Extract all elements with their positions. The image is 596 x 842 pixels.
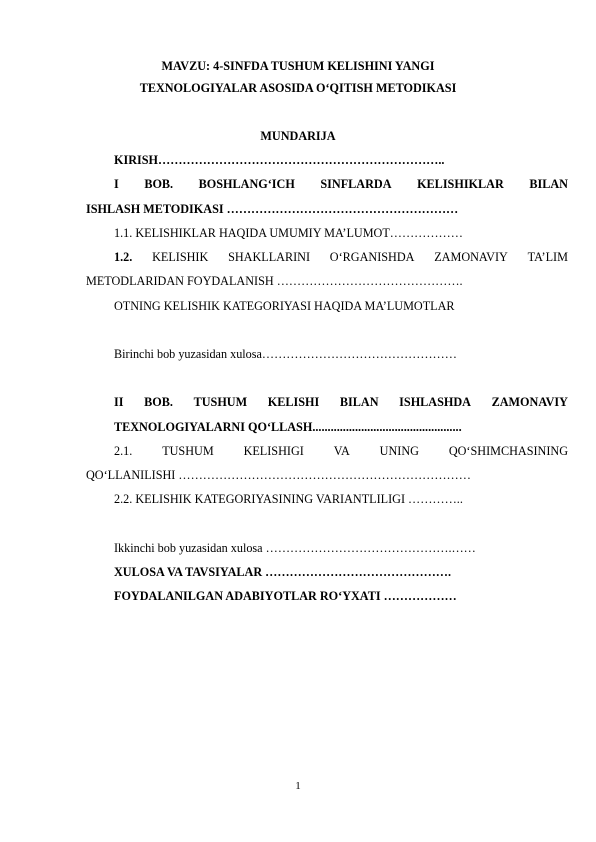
toc-word: ZAMONAVIY: [491, 395, 568, 409]
toc-word: QO‘SHIMCHASINING: [448, 444, 568, 458]
toc-word: UNING: [379, 444, 419, 458]
toc-word: KELISHIKLAR: [417, 177, 504, 191]
toc-bob2-line1: [114, 394, 568, 410]
toc-word: SHAKLLARINI: [228, 250, 310, 264]
toc-word: TA’LIM: [527, 250, 568, 264]
title-line-1: MAVZU: 4-SINFDA TUSHUM KELISHINI YANGI: [161, 59, 435, 73]
toc-word: O‘RGANISHDA: [329, 250, 415, 264]
toc-word: TUSHUM: [193, 395, 248, 409]
toc-word: BILAN: [339, 395, 379, 409]
toc-word: VA: [333, 444, 350, 458]
toc-word: SINFLARDA: [320, 177, 392, 191]
toc-item-1-2-line3: OTNING KELISHIK KATEGORIYASI HAQIDA MA’LUMOTLAR: [114, 299, 455, 313]
toc-word: BILAN: [529, 177, 568, 191]
toc-word: KELISHI: [267, 395, 320, 409]
toc-item-1-2-line2: METODLARIDAN FOYDALANISH ……………………………………….: [86, 274, 463, 288]
toc-word: TUSHUM: [162, 444, 214, 458]
toc-item-2-1-line1: [114, 443, 568, 459]
page-number: 1: [295, 780, 301, 792]
toc-bob1-line2: ISHLASH METODIKASI …………………………………………………: [86, 202, 459, 216]
toc-word: KELISHIGI: [243, 444, 304, 458]
toc-word: 1.2.: [114, 250, 133, 264]
toc-xulosa-1: Birinchi bob yuzasidan xulosa…………………………………………: [114, 347, 457, 361]
toc-item-1-1: 1.1. KELISHIKLAR HAQIDA UMUMIY MA’LUMOT………………: [114, 226, 463, 240]
toc-word: 2.1.: [114, 444, 133, 458]
toc-word: BOB.: [144, 395, 173, 409]
toc-word: BOB.: [144, 177, 174, 191]
toc-word: II: [114, 395, 124, 409]
toc-bob1-line1: [114, 176, 568, 192]
toc-heading: MUNDARIJA: [260, 129, 336, 143]
toc-adabiyotlar: FOYDALANILGAN ADABIYOTLAR RO‘YXATI ………………: [114, 589, 457, 603]
toc-item-1-2-line1: [114, 249, 568, 265]
toc-word: ISHLASHDA: [399, 395, 471, 409]
toc-kirish: KIRISH……………………………………………………………..: [114, 153, 445, 167]
toc-word: BOSHLANG‘ICH: [198, 177, 295, 191]
toc-bob2-line2: TEXNOLOGIYALARNI QO‘LLASH.................................................: [114, 420, 462, 434]
toc-word: I: [114, 177, 119, 191]
toc-word: KELISHIK: [152, 250, 209, 264]
title-line-2: TEXNOLOGIYALAR ASOSIDA O‘QITISH METODIKASI: [139, 81, 457, 95]
toc-xulosa-2: Ikkinchi bob yuzasidan xulosa ……………………………………….……: [114, 541, 476, 555]
toc-item-2-1-line2: QO‘LLANILISHI ………………………………………………………………: [86, 468, 471, 482]
toc-xulosa-tavsiya: XULOSA VA TAVSIYALAR ……………………………………….: [114, 565, 452, 579]
toc-word: ZAMONAVIY: [434, 250, 508, 264]
toc-item-2-2: 2.2. KELISHIK KATEGORIYASINING VARIANTLILIGI …………..: [114, 492, 463, 506]
